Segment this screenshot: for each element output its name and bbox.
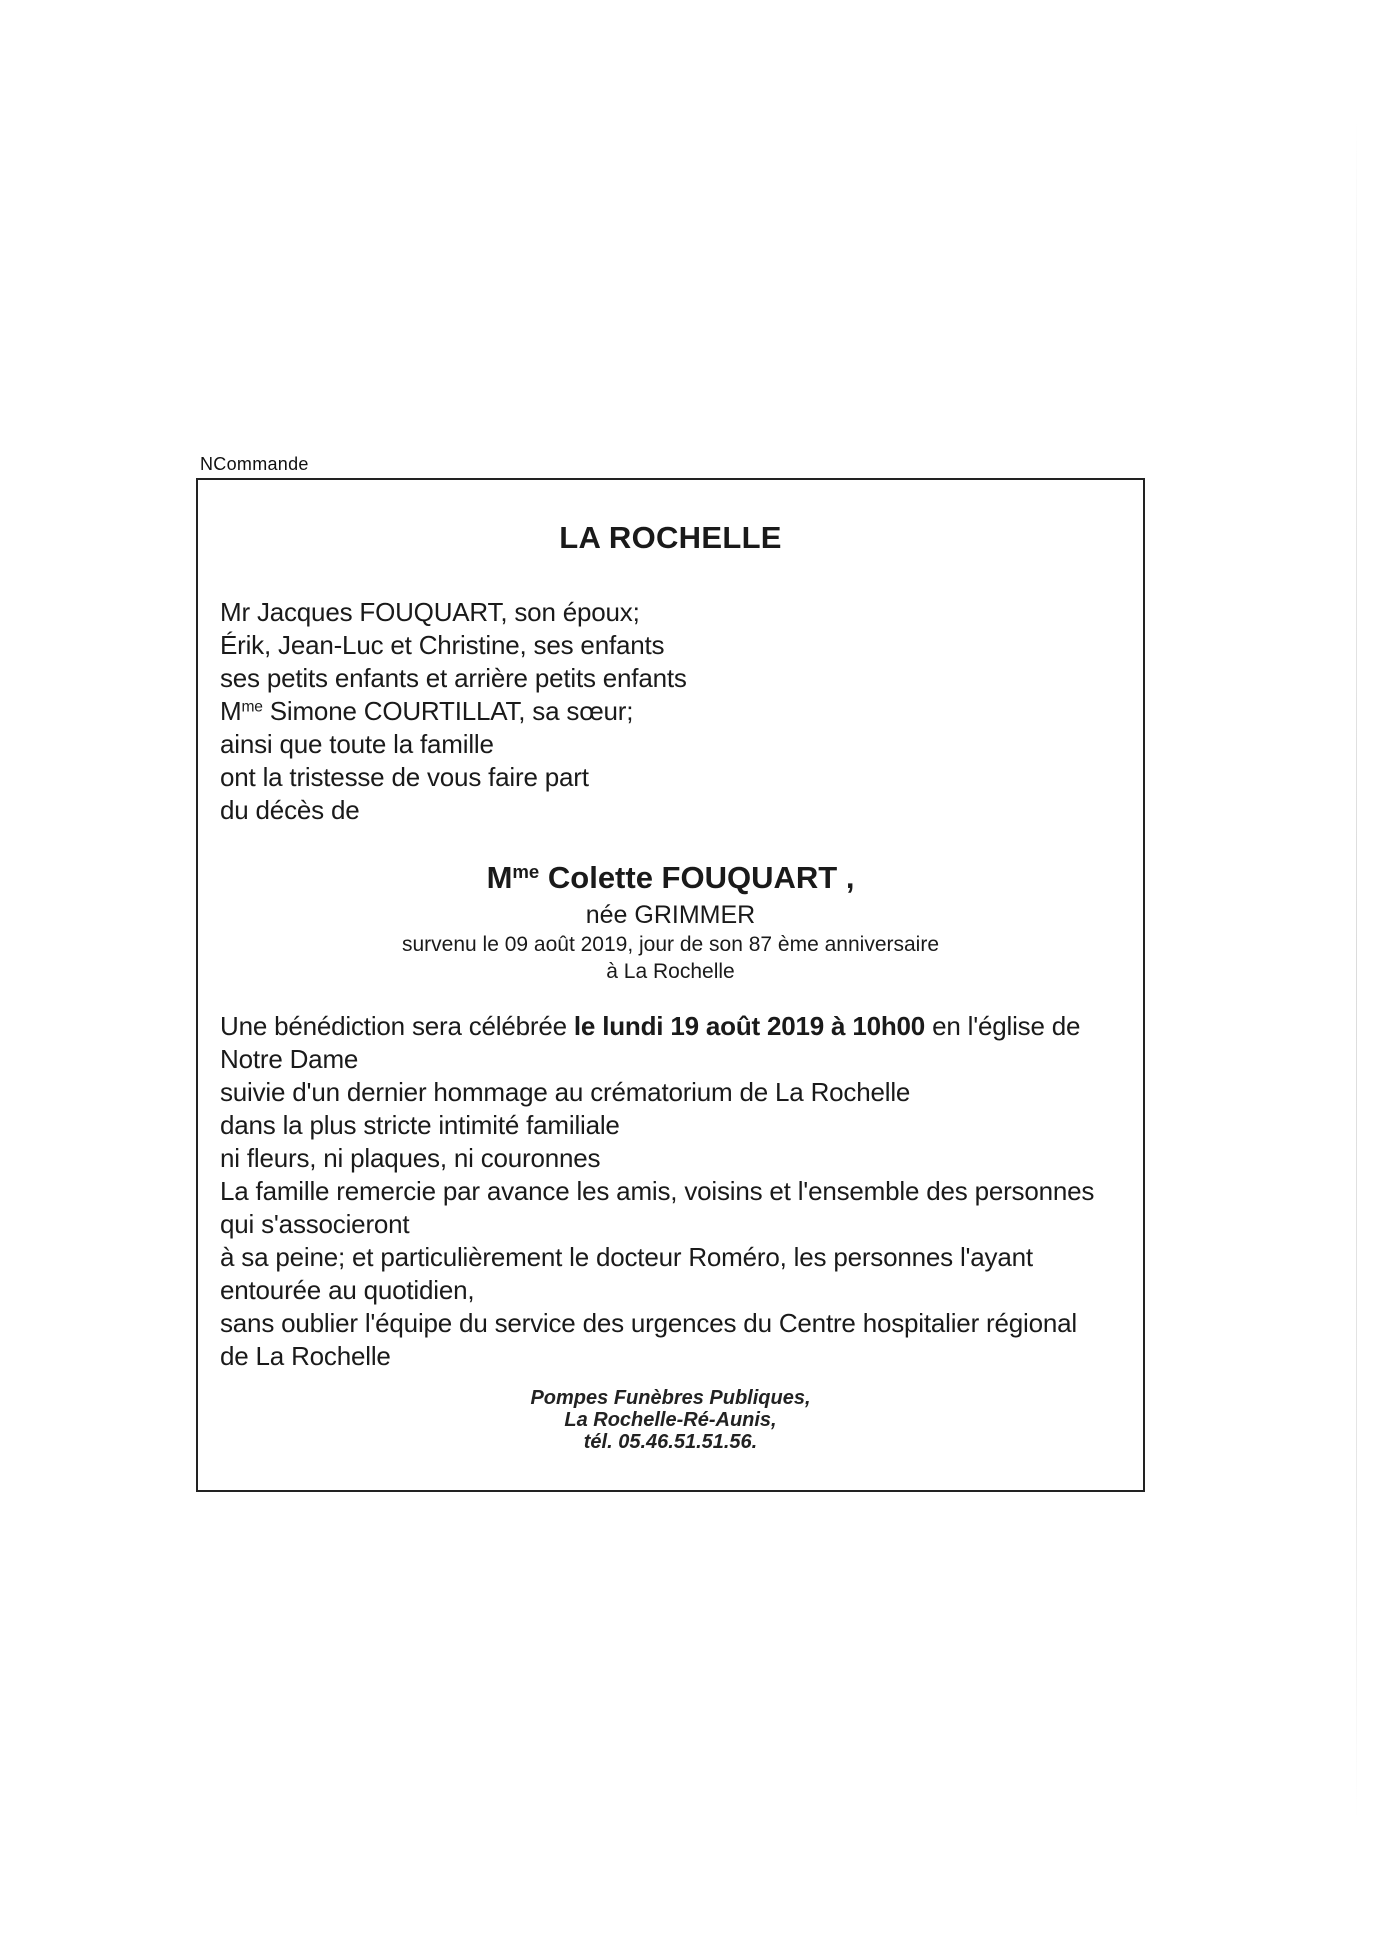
title-superscript: me: [512, 860, 540, 882]
arrangement-line: ni fleurs, ni plaques, ni couronnes: [220, 1143, 601, 1173]
arrangement-line: à sa peine; et particulièrement le docteur Roméro, les personnes l'ayant: [220, 1242, 1033, 1272]
death-date-line: survenu le 09 août 2019, jour de son 87 ème anniversaire: [401, 933, 940, 956]
family-announcement: [220, 596, 687, 827]
title-prefix: M: [486, 860, 513, 895]
scan-edge-line: [1356, 120, 1357, 1820]
deceased-name-text: Colette FOUQUART ,: [539, 860, 855, 895]
ceremony-line: [220, 1010, 1123, 1043]
order-label: NCommande: [200, 454, 309, 474]
funeral-home-phone: tél. 05.46.51.51.56.: [583, 1431, 758, 1453]
family-line: Érik, Jean-Luc et Christine, ses enfants: [220, 630, 665, 660]
arrangement-line: suivie d'un dernier hommage au crématorium de La Rochelle: [220, 1077, 911, 1107]
arrangement-line: entourée au quotidien,: [220, 1275, 475, 1305]
arrangement-line: qui s'associeront: [220, 1209, 410, 1239]
funeral-home-signature: [198, 1387, 1143, 1453]
family-line: Mr Jacques FOUQUART, son époux;: [220, 597, 640, 627]
deceased-block: [198, 858, 1143, 985]
title-prefix: M: [220, 696, 242, 726]
family-line: [220, 695, 687, 728]
ceremony-text: en l'église de: [925, 1011, 1081, 1041]
funeral-home-location: La Rochelle-Ré-Aunis,: [564, 1409, 777, 1431]
deceased-name: [198, 858, 1143, 898]
obituary-notice: [196, 478, 1145, 1492]
family-line: ont la tristesse de vous faire part: [220, 762, 589, 792]
ceremony-text: Une bénédiction sera célébrée: [220, 1011, 574, 1041]
ceremony-datetime: le lundi 19 août 2019 à 10h00: [573, 1011, 926, 1041]
city-heading: LA ROCHELLE: [559, 520, 782, 555]
arrangement-line: La famille remercie par avance les amis, voisins et l'ensemble des personnes: [220, 1176, 1095, 1206]
title-superscript: me: [241, 698, 263, 716]
funeral-home-name: Pompes Funèbres Publiques,: [530, 1387, 811, 1409]
family-line: ainsi que toute la famille: [220, 729, 494, 759]
arrangement-line: de La Rochelle: [220, 1341, 391, 1371]
family-line-text: Simone COURTILLAT, sa sœur;: [262, 696, 634, 726]
death-place: à La Rochelle: [606, 960, 735, 983]
arrangement-line: sans oublier l'équipe du service des urgences du Centre hospitalier régional: [220, 1308, 1077, 1338]
family-line: du décès de: [220, 795, 360, 825]
arrangement-line: Notre Dame: [220, 1044, 359, 1074]
funeral-arrangements: [220, 1010, 1123, 1373]
arrangement-line: dans la plus stricte intimité familiale: [220, 1110, 620, 1140]
maiden-name: née GRIMMER: [585, 901, 756, 929]
family-line: ses petits enfants et arrière petits enfants: [220, 663, 687, 693]
